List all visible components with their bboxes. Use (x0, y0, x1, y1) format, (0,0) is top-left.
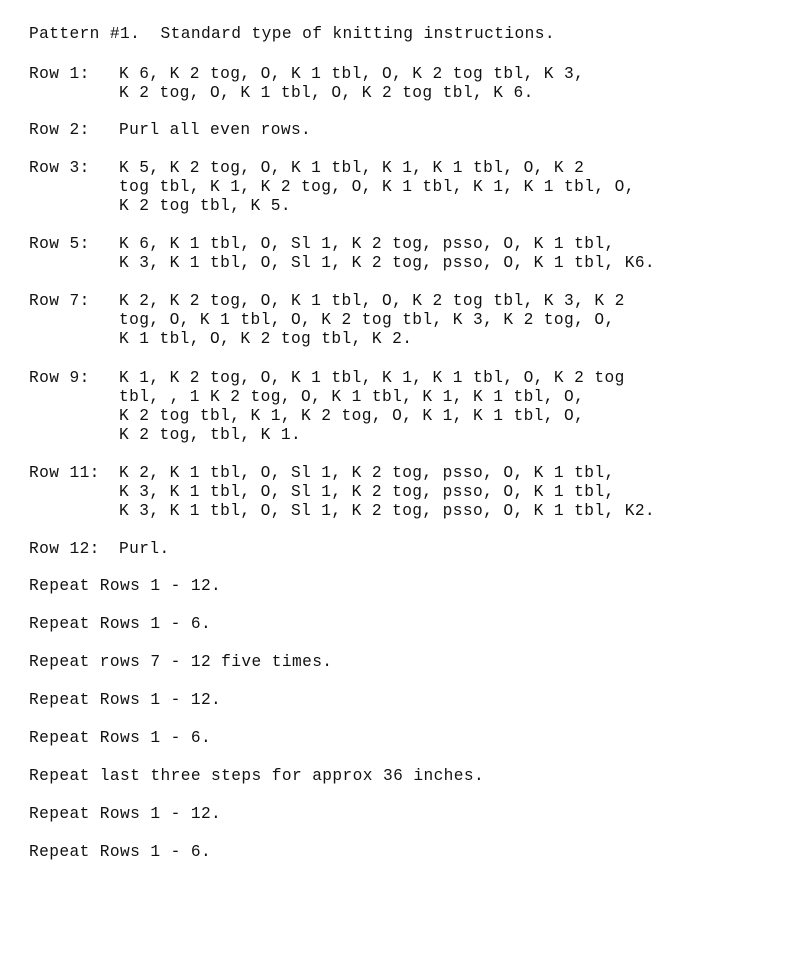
instruction-line: K 2 tog, O, K 1 tbl, O, K 2 tog tbl, K 6. (119, 84, 534, 102)
instruction-line: tog tbl, K 1, K 2 tog, O, K 1 tbl, K 1, K 1 tbl, O, (119, 178, 635, 196)
row-label: Row 1: (29, 65, 90, 83)
row-label: Row 3: (29, 159, 90, 177)
row-instructions (119, 540, 170, 559)
instruction-line: K 3, K 1 tbl, O, Sl 1, K 2 tog, psso, O, K 1 tbl, (119, 483, 615, 501)
repeat-instruction: Repeat Rows 1 - 12. (29, 691, 222, 709)
row-label: Row 2: (29, 121, 90, 139)
instruction-line: K 6, K 2 tog, O, K 1 tbl, O, K 2 tog tbl, K 3, (119, 65, 585, 83)
repeat-instruction: Repeat Rows 1 - 6. (29, 615, 212, 633)
instruction-line: K 1, K 2 tog, O, K 1 tbl, K 1, K 1 tbl, O, K 2 tog (119, 369, 625, 387)
row-instructions (119, 159, 635, 216)
row-label: Row 12: (29, 540, 100, 558)
instruction-line: Purl all even rows. (119, 121, 312, 139)
page-title: Pattern #1. Standard type of knitting instructions. (29, 25, 555, 43)
instruction-line: tog, O, K 1 tbl, O, K 2 tog tbl, K 3, K 2 tog, O, (119, 311, 615, 329)
row-label: Row 11: (29, 464, 100, 482)
instruction-line: K 2, K 1 tbl, O, Sl 1, K 2 tog, psso, O, K 1 tbl, (119, 464, 615, 482)
row-label: Row 9: (29, 369, 90, 387)
instruction-line: K 2 tog tbl, K 1, K 2 tog, O, K 1, K 1 tbl, O, (119, 407, 585, 425)
instruction-line: Purl. (119, 540, 170, 558)
row-instructions (119, 235, 655, 273)
repeat-instruction: Repeat rows 7 - 12 five times. (29, 653, 333, 671)
repeat-instruction: Repeat Rows 1 - 6. (29, 729, 212, 747)
row-instructions (119, 464, 655, 521)
instruction-line: K 3, K 1 tbl, O, Sl 1, K 2 tog, psso, O, K 1 tbl, K6. (119, 254, 656, 272)
instruction-line: K 2 tog, tbl, K 1. (119, 426, 302, 444)
instruction-line: tbl, , 1 K 2 tog, O, K 1 tbl, K 1, K 1 tbl, O, (119, 388, 585, 406)
row-instructions (119, 369, 625, 445)
repeat-instruction: Repeat Rows 1 - 12. (29, 805, 222, 823)
row-instructions (119, 292, 625, 349)
row-instructions (119, 121, 311, 140)
instruction-line: K 2, K 2 tog, O, K 1 tbl, O, K 2 tog tbl, K 3, K 2 (119, 292, 625, 310)
instruction-line: K 6, K 1 tbl, O, Sl 1, K 2 tog, psso, O, K 1 tbl, (119, 235, 615, 253)
repeat-instruction: Repeat last three steps for approx 36 inches. (29, 767, 485, 785)
instruction-line: K 5, K 2 tog, O, K 1 tbl, K 1, K 1 tbl, O, K 2 (119, 159, 585, 177)
row-instructions (119, 65, 584, 103)
instruction-line: K 1 tbl, O, K 2 tog tbl, K 2. (119, 330, 413, 348)
repeat-instruction: Repeat Rows 1 - 6. (29, 843, 212, 861)
instruction-line: K 2 tog tbl, K 5. (119, 197, 291, 215)
repeat-instruction: Repeat Rows 1 - 12. (29, 577, 222, 595)
row-label: Row 7: (29, 292, 90, 310)
instruction-line: K 3, K 1 tbl, O, Sl 1, K 2 tog, psso, O, K 1 tbl, K2. (119, 502, 656, 520)
row-label: Row 5: (29, 235, 90, 253)
